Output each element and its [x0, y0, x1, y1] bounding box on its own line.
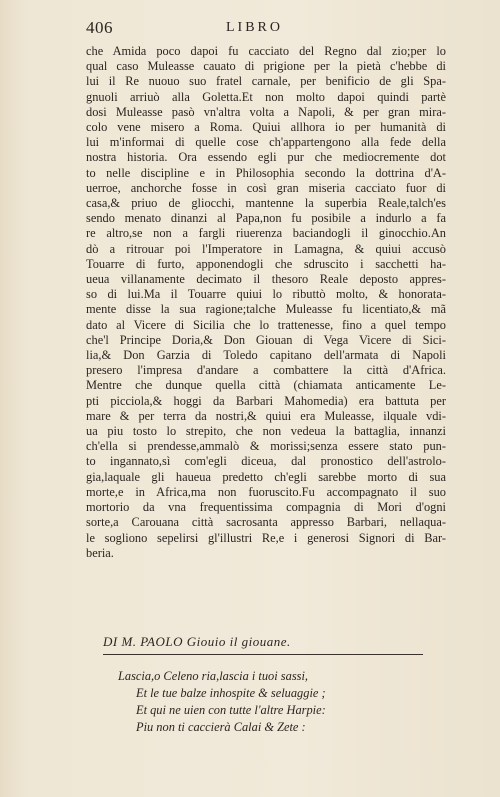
- verse-line: Et qui ne uien con tutte l'altre Harpie:: [136, 703, 326, 717]
- verse-line: Piu non ti caccierà Calai & Zete :: [136, 720, 306, 734]
- body-line: to nelle discipline e in Philosophia secondo la dottrina d'A-: [86, 165, 446, 180]
- body-line: dò a ritrouar poi l'Imperatore in Lamagna, & quiui accusò: [86, 241, 446, 256]
- section-heading: DI M. PAOLO Giouio il giouane.: [103, 634, 291, 649]
- body-line: le sogliono sepelirsi gl'illustri Re,e i generosi Signori di Bar-: [86, 530, 446, 545]
- body-line: mortorio da vna frequentissima compagnia di Mori d'ogni: [86, 500, 446, 515]
- body-line: dato al Vicere di Sicilia che lo trattenesse, fino a quel tempo: [86, 317, 446, 332]
- page-number: 406: [86, 18, 113, 37]
- heading-rule: [103, 654, 423, 655]
- body-line: lui il Re nuouo suo fratel carnale, per benificio de gli Spa-: [86, 74, 446, 89]
- body-line: ch'ella si prendesse,ammalò & morissi;senza essere stato pun-: [86, 439, 446, 454]
- page-header: [86, 18, 436, 40]
- body-line: casa,& priuo de gliocchi, mantenne la superbia Reale,talch'es: [86, 196, 446, 211]
- body-line: presero l'impresa d'andare a combattere la città d'Africa.: [86, 363, 446, 378]
- verse-line: Et le tue balze inhospite & seluaggie ;: [136, 686, 326, 700]
- running-head: LIBRO: [226, 20, 283, 35]
- body-line: morte,e in Africa,ma non fuoruscito.Fu accompagnato il suo: [86, 484, 446, 499]
- body-line: re altro,se non a fargli riuerenza baciandogli il ginocchio.An: [86, 226, 446, 241]
- body-line-last: beria.: [86, 545, 114, 560]
- body-line: colo vene misero a Roma. Quiui allhora io per humanità di: [86, 120, 446, 135]
- body-line: che Amida poco dapoi fu cacciato del Regno dal zio;per lo: [86, 44, 446, 58]
- body-line: gia,laquale gli haueua predetto ch'egli sarebbe morto di sua: [86, 469, 446, 484]
- body-line: lia,& Don Garzia di Toledo capitano dell'armata di Napoli: [86, 348, 446, 363]
- body-line: qual caso Muleasse cauato di prigione per la pietà c'hebbe di: [86, 59, 446, 74]
- body-line: pti picciola,& hoggi da Barbari Mahomedia) era battuta per: [86, 393, 446, 408]
- body-line: so di lui.Ma il Touarre quiui lo ributtò molto, & honorata-: [86, 287, 446, 302]
- body-line: sorte,a Carouana città sacrosanta appresso Barbari, nellaqua-: [86, 515, 446, 530]
- body-line: ua piu tosto lo strepito, che non vedeua la battaglia, innanzi: [86, 424, 446, 439]
- body-line: Mentre che dunque quella città (chiamata anticamente Le-: [86, 378, 446, 393]
- body-line: nostra historia. Ora essendo egli pur che mediocremente dot: [86, 150, 446, 165]
- verse-block: [118, 668, 418, 736]
- body-line: mente disse la sua ragione;talche Muleasse fu licentiato,& mã: [86, 302, 446, 317]
- body-line: to ingannato,sì com'egli diceua, dal pronostico dell'astrolo-: [86, 454, 446, 469]
- body-line: Touarre di furto, apponendogli che sdruscito i sacchetti ha-: [86, 256, 446, 271]
- verse-line: Lascia,o Celeno ria,lascia i tuoi sassi,: [118, 669, 308, 683]
- body-line: dosi Muleasse pasò vn'altra volta a Napoli, & per gran mira-: [86, 104, 446, 119]
- body-line: sendo menato dinanzi al Papa,non fu posibile a indurlo a fa: [86, 211, 446, 226]
- body-line: lui m'informai di quelle cose ch'appartengono alla fede della: [86, 135, 446, 150]
- body-line: mare & per terra da nostri,& quiui era Muleasse, ilquale vdi-: [86, 408, 446, 423]
- body-line: gnuoli arriuò alla Goletta.Et non molto dapoi quindi partè: [86, 89, 446, 104]
- body-line: uerroe, anchorche fosse in così gran miseria cacciato fuor di: [86, 180, 446, 195]
- body-line: ueua villanamente decimato il thesoro Reale deposto appres-: [86, 272, 446, 287]
- body-text: [86, 44, 446, 561]
- body-line: che'l Principe Doria,& Don Giouan di Vega Vicere di Sici-: [86, 332, 446, 347]
